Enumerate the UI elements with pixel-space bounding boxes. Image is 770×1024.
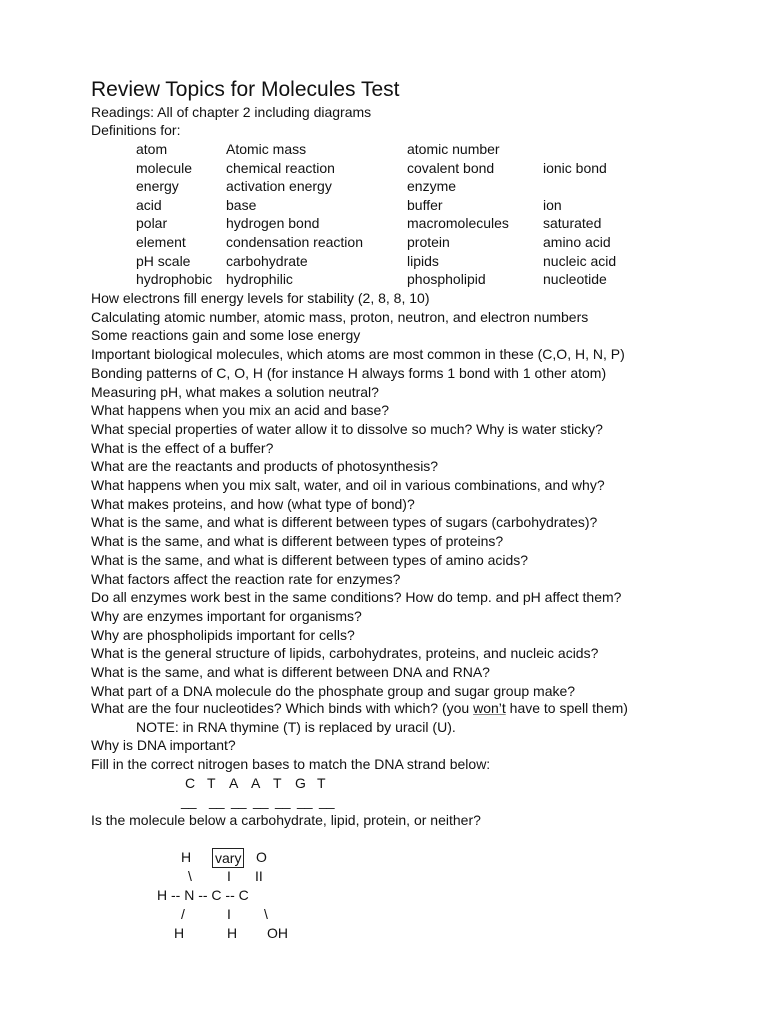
topic-line: What is the same, and what is different between DNA and RNA? <box>91 664 490 680</box>
definition-term: element <box>136 233 186 250</box>
topic-line: What factors affect the reaction rate for enzymes? <box>91 570 401 587</box>
definition-term: lipids <box>407 252 439 269</box>
nucleotides-text-after: have to spell them) <box>505 700 628 716</box>
definition-term: activation energy <box>226 178 332 195</box>
topic-line: Measuring pH, what makes a solution neutral? <box>91 383 379 400</box>
definition-term: ionic bond <box>543 159 607 176</box>
dna-base: A <box>229 775 239 791</box>
topic-line: What is the general structure of lipids, carbohydrates, proteins, and nucleic acids? <box>91 645 599 662</box>
topic-line: Do all enzymes work best in the same conditions? How do temp. and pH affect them? <box>91 589 622 606</box>
dna-strand <box>185 774 345 792</box>
dna-important-question: Why is DNA important? <box>91 737 236 753</box>
definition-term: enzyme <box>407 178 457 195</box>
definition-term: macromolecules <box>407 215 509 232</box>
molecule-bottom-oh: OH <box>267 925 288 941</box>
nucleotides-question <box>91 699 628 717</box>
definition-term: hydrophilic <box>226 271 293 288</box>
molecule-bond-single: I <box>227 868 231 884</box>
topic-line: What special properties of water allow it to dissolve so much? Why is water sticky? <box>91 420 603 437</box>
definition-term: buffer <box>407 196 443 213</box>
definition-term: protein <box>407 233 450 250</box>
definition-term: pH scale <box>136 252 191 269</box>
definition-term: saturated <box>543 215 602 232</box>
answer-blank[interactable]: __ <box>297 793 313 809</box>
definition-term: hydrophobic <box>136 271 213 288</box>
definition-term: ion <box>543 196 562 213</box>
definition-term: energy <box>136 178 179 195</box>
molecule-bond-slash: / <box>181 906 185 922</box>
topic-line: How electrons fill energy levels for stability (2, 8, 8, 10) <box>91 290 430 306</box>
molecule-bond-single-low: I <box>227 906 231 922</box>
answer-blank[interactable]: __ <box>319 793 335 809</box>
definition-term: condensation reaction <box>226 233 363 250</box>
topic-line: What part of a DNA molecule do the phosphate group and sugar group make? <box>91 682 576 699</box>
definition-term: hydrogen bond <box>226 215 320 232</box>
definition-term: base <box>226 196 257 213</box>
molecule-main-chain: H -- N -- C -- C <box>157 887 249 903</box>
topic-line: What are the reactants and products of photosynthesis? <box>91 458 439 475</box>
molecule-top-o: O <box>256 849 267 865</box>
fill-in-instruction: Fill in the correct nitrogen bases to match the DNA strand below: <box>91 756 491 772</box>
definition-term: phospholipid <box>407 271 486 288</box>
dna-base: G <box>295 775 306 791</box>
molecule-bond-backslash: \ <box>188 868 192 884</box>
definition-term: Atomic mass <box>226 141 307 157</box>
topic-line: Some reactions gain and some lose energy <box>91 327 361 344</box>
molecule-bottom-h2: H <box>227 925 238 941</box>
topic-line: Why are phospholipids important for cells? <box>91 626 355 643</box>
dna-base: T <box>317 775 326 791</box>
nucleotides-text-before: What are the four nucleotides? Which binds with which? (you <box>91 700 474 716</box>
topic-line: Bonding patterns of C, O, H (for instance H always forms 1 bond with 1 other atom) <box>91 364 607 381</box>
topic-line: What makes proteins, and how (what type of bond)? <box>91 495 415 512</box>
molecule-bond-double: II <box>255 868 263 884</box>
rna-note: NOTE: in RNA thymine (T) is replaced by uracil (U). <box>136 719 456 735</box>
topic-line: What is the same, and what is different between types of sugars (carbohydrates)? <box>91 514 598 531</box>
definition-term: atom <box>136 141 168 157</box>
definition-term: amino acid <box>543 233 611 250</box>
topic-line: What happens when you mix salt, water, and oil in various combinations, and why? <box>91 477 605 493</box>
dna-base: A <box>251 775 261 791</box>
readings-line: Readings: All of chapter 2 including diagrams <box>91 104 372 120</box>
answer-blank[interactable]: __ <box>181 793 197 809</box>
definition-term: atomic number <box>407 141 500 157</box>
answer-blank[interactable]: __ <box>275 793 291 809</box>
topic-line: Important biological molecules, which atoms are most common in these (C,O, H, N, P) <box>91 346 625 363</box>
dna-base: T <box>273 775 282 791</box>
molecule-bottom-h1: H <box>174 925 185 941</box>
definition-term: acid <box>136 196 162 213</box>
topic-line: Calculating atomic number, atomic mass, proton, neutron, and electron numbers <box>91 308 589 325</box>
topic-line: Why are enzymes important for organisms? <box>91 607 362 624</box>
definition-term: molecule <box>136 159 193 176</box>
topic-line: What happens when you mix an acid and base? <box>91 402 390 419</box>
answer-blank[interactable]: __ <box>209 793 225 809</box>
dna-base: C <box>185 775 196 791</box>
molecule-r-group-box: vary <box>212 848 244 868</box>
document-title: Review Topics for Molecules Test <box>91 78 400 101</box>
definition-term: chemical reaction <box>226 159 335 176</box>
answer-blanks <box>181 792 341 810</box>
definition-term: carbohydrate <box>226 252 308 269</box>
definition-term: covalent bond <box>407 159 495 176</box>
definition-term: nucleic acid <box>543 252 617 269</box>
topic-line: What is the same, and what is different between types of proteins? <box>91 533 504 550</box>
nucleotides-underlined-word: won’t <box>473 700 506 716</box>
definition-term: polar <box>136 215 168 232</box>
molecule-bond-backslash-low: \ <box>264 906 268 922</box>
answer-blank[interactable]: __ <box>231 793 247 809</box>
topic-line: What is the same, and what is different between types of amino acids? <box>91 551 529 568</box>
dna-base: T <box>207 775 216 791</box>
topic-line: What is the effect of a buffer? <box>91 439 274 456</box>
definitions-heading: Definitions for: <box>91 122 181 138</box>
answer-blank[interactable]: __ <box>253 793 269 809</box>
definition-term: nucleotide <box>543 271 607 288</box>
molecule-question: Is the molecule below a carbohydrate, lipid, protein, or neither? <box>91 812 481 828</box>
molecule-top-h: H <box>181 849 192 865</box>
